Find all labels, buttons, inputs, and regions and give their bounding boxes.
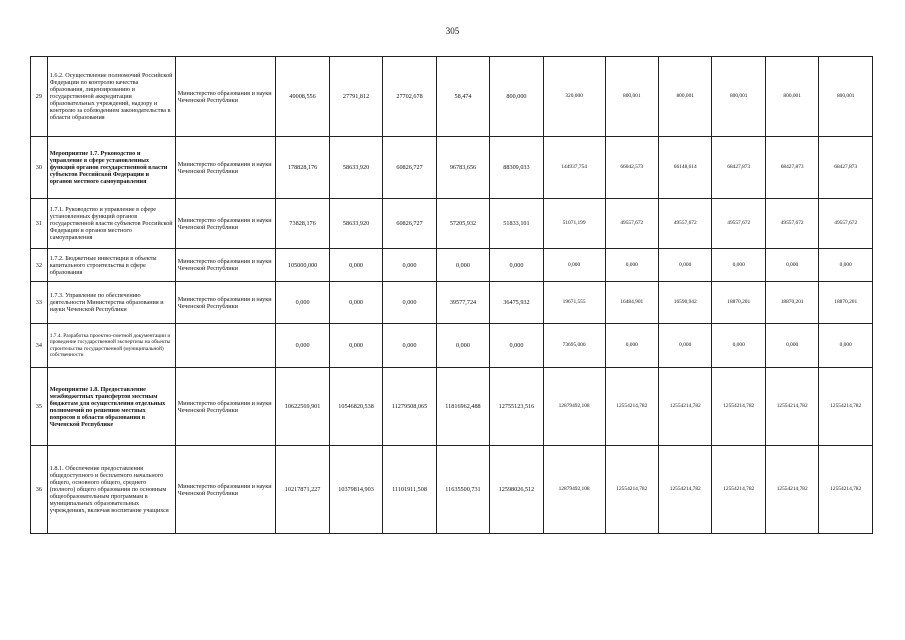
row-number: 33 [31,282,48,324]
funding-value: 58,474 [436,57,489,137]
funding-value: 88309,033 [490,137,543,199]
page-number: 305 [445,26,460,36]
funding-value: 68427,873 [712,137,765,199]
funding-value: 0,000 [436,249,489,282]
funding-value: 27791,812 [329,57,382,137]
funding-value: 18870,201 [765,282,818,324]
measure-description: 1.7.1. Руководство и управление в сфере установленных функций органов государственной власти субъектов Российской Федерации и органов местного самоуправления [47,199,175,249]
funding-value: 0,000 [490,324,543,368]
funding-value: 51833,101 [490,199,543,249]
funding-value: 10622569,901 [276,368,329,446]
funding-value: 66042,573 [605,137,658,199]
table-row [31,249,873,282]
funding-value: 10217871,227 [276,446,329,534]
funding-value: 12554214,782 [765,446,818,534]
funding-value: 0,000 [819,249,873,282]
funding-value: 0,000 [712,249,765,282]
funding-value: 0,000 [765,324,818,368]
measure-description: 1.7.2. Бюджетные инвестиции в объекты капитального строительства в сфере образования [47,249,175,282]
row-number: 30 [31,137,48,199]
executor: Министерство образования и науки Чеченской Республики [175,137,276,199]
table-row [31,137,873,199]
funding-value: 12554214,782 [819,446,873,534]
executor: Министерство образования и науки Чеченской Республики [175,199,276,249]
funding-value: 12554214,782 [765,368,818,446]
funding-value: 0,000 [605,249,658,282]
funding-value: 178828,176 [276,137,329,199]
funding-value: 0,000 [383,282,436,324]
funding-value: 0,000 [276,324,329,368]
row-number: 34 [31,324,48,368]
funding-value: 0,000 [329,249,382,282]
funding-value: 0,000 [436,324,489,368]
funding-value: 0,000 [329,324,382,368]
funding-value: 60826,727 [383,137,436,199]
funding-value: 0,000 [605,324,658,368]
funding-value: 800,000 [490,57,543,137]
funding-value: 11635500,731 [436,446,489,534]
funding-value: 96783,656 [436,137,489,199]
funding-value: 0,000 [659,324,712,368]
funding-value: 11816962,488 [436,368,489,446]
funding-value: 27702,678 [383,57,436,137]
funding-value: 18870,201 [712,282,765,324]
funding-value: 49557,672 [712,199,765,249]
funding-value: 12879492,108 [543,368,605,446]
budget-table [30,56,873,534]
funding-value: 73828,176 [276,199,329,249]
row-number: 36 [31,446,48,534]
table-row [31,282,873,324]
funding-value: 12598026,512 [490,446,543,534]
funding-value: 0,000 [383,324,436,368]
funding-value: 0,000 [819,324,873,368]
funding-value: 68427,873 [819,137,873,199]
table-row [31,324,873,368]
funding-value: 58633,920 [329,137,382,199]
funding-value: 60826,727 [383,199,436,249]
table-row [31,368,873,446]
row-number: 31 [31,199,48,249]
funding-value: 10546820,538 [329,368,382,446]
funding-value: 0,000 [329,282,382,324]
funding-value: 16590,942 [659,282,712,324]
funding-value: 12554214,782 [712,446,765,534]
funding-value: 49008,556 [276,57,329,137]
table-row [31,57,873,137]
funding-value: 39577,724 [436,282,489,324]
table-row [31,199,873,249]
executor: Министерство образования и науки Чеченской Республики [175,446,276,534]
funding-value: 57205,932 [436,199,489,249]
funding-value: 0,000 [659,249,712,282]
funding-value: 0,000 [383,249,436,282]
funding-value: 800,001 [819,57,873,137]
funding-value: 12554214,782 [605,368,658,446]
measure-description: Мероприятие 1.7. Руководство и управление в сфере установленных функций органов государственной власти субъектов Российской Федерации и органов местного самоуправления [47,137,175,199]
funding-value: 800,001 [712,57,765,137]
funding-value: 66148,614 [659,137,712,199]
row-number: 29 [31,57,48,137]
funding-value: 0,000 [765,249,818,282]
measure-description: 1.7.4. Разработка проектно-сметной документации и проведение государственной экспертизы на объекты строительства государственной (муниципальной) собственности [47,324,175,368]
funding-value: 49557,672 [659,199,712,249]
funding-value: 10379814,903 [329,446,382,534]
funding-value: 73695,000 [543,324,605,368]
funding-value: 12554214,782 [659,446,712,534]
table-row [31,446,873,534]
funding-value: 0,000 [490,249,543,282]
funding-value: 320,000 [543,57,605,137]
funding-value: 800,001 [765,57,818,137]
funding-value: 12554214,782 [712,368,765,446]
executor: Министерство образования и науки Чеченской Республики [175,249,276,282]
funding-value: 800,001 [659,57,712,137]
funding-value: 19671,555 [543,282,605,324]
measure-description: 1.8.1. Обеспечение предоставления общедоступного и бесплатного начального общего, основного общего, среднего (полного) общего образования по основным общеобразовательным программам в муниципальных образовательных учреждениях, включая воспитание учащихся [47,446,175,534]
funding-value: 49557,672 [819,199,873,249]
funding-value: 12554214,782 [659,368,712,446]
funding-value: 0,000 [712,324,765,368]
executor [175,324,276,368]
funding-value: 58633,920 [329,199,382,249]
funding-value: 51071,199 [543,199,605,249]
executor: Министерство образования и науки Чеченской Республики [175,57,276,137]
funding-value: 11101911,508 [383,446,436,534]
funding-value: 144937,754 [543,137,605,199]
funding-value: 12554214,782 [819,368,873,446]
funding-value: 11279508,065 [383,368,436,446]
measure-description: Мероприятие 1.8. Предоставление межбюджетных трансфертов местным бюджетам для осуществления отдельных полномочий по решению местных вопросов в области образования в Чеченской Республике [47,368,175,446]
executor: Министерство образования и науки Чеченской Республики [175,282,276,324]
funding-value: 16484,901 [605,282,658,324]
funding-value: 12755123,516 [490,368,543,446]
funding-value: 12554214,782 [605,446,658,534]
row-number: 32 [31,249,48,282]
executor: Министерство образования и науки Чеченской Республики [175,368,276,446]
measure-description: 1.6.2. Осуществление полномочий Российской Федерации по контролю качества образования, лицензированию и государственной аккредитации образовательных учреждений, надзору и контролю за соблюдением законодательства в области образования [47,57,175,137]
funding-value: 105000,000 [276,249,329,282]
funding-value: 800,001 [605,57,658,137]
funding-value: 49557,672 [605,199,658,249]
measure-description: 1.7.3. Управление по обеспечению деятельности Министерства образования и науки Чеченской Республики [47,282,175,324]
funding-value: 49557,672 [765,199,818,249]
funding-value: 0,000 [276,282,329,324]
funding-value: 36475,932 [490,282,543,324]
funding-value: 68427,873 [765,137,818,199]
row-number: 35 [31,368,48,446]
funding-value: 0,000 [543,249,605,282]
funding-value: 12879492,108 [543,446,605,534]
funding-value: 18870,201 [819,282,873,324]
